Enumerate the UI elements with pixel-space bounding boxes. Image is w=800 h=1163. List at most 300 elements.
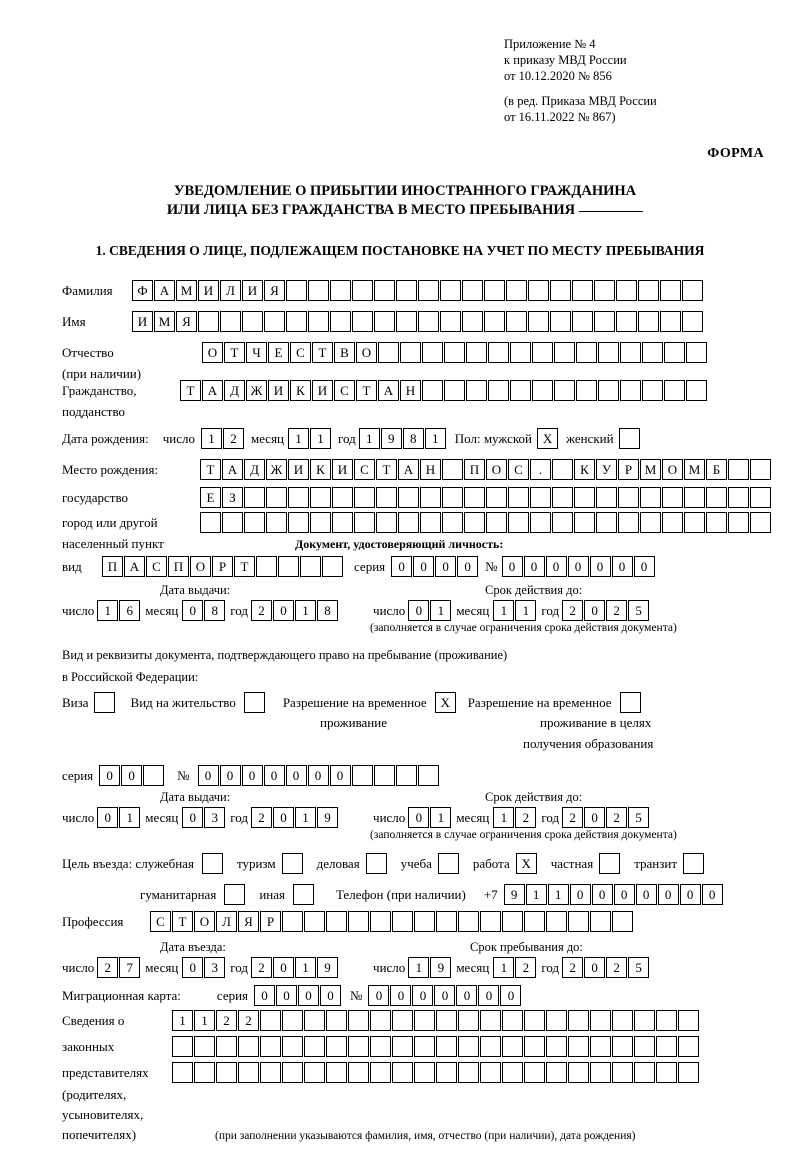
form-cell[interactable] bbox=[484, 311, 505, 332]
purpose-option-checkbox[interactable]: X bbox=[516, 853, 537, 874]
form-cell[interactable]: 0 bbox=[390, 985, 411, 1006]
form-cell[interactable] bbox=[458, 1010, 479, 1031]
form-cell[interactable] bbox=[620, 342, 641, 363]
form-cell[interactable] bbox=[574, 512, 595, 533]
form-cell[interactable]: 0 bbox=[121, 765, 142, 786]
form-cell[interactable]: Я bbox=[264, 280, 285, 301]
form-cell[interactable] bbox=[532, 380, 553, 401]
form-cell[interactable] bbox=[414, 1062, 435, 1083]
form-cell[interactable]: С bbox=[508, 459, 529, 480]
form-cell[interactable] bbox=[634, 1036, 655, 1057]
representatives-input-row3[interactable] bbox=[172, 1062, 700, 1083]
form-cell[interactable] bbox=[612, 911, 633, 932]
form-cell[interactable]: 2 bbox=[606, 807, 627, 828]
form-cell[interactable] bbox=[656, 1062, 677, 1083]
form-cell[interactable] bbox=[264, 311, 285, 332]
form-cell[interactable] bbox=[706, 512, 727, 533]
form-cell[interactable] bbox=[464, 512, 485, 533]
form-cell[interactable] bbox=[286, 280, 307, 301]
form-cell[interactable]: 0 bbox=[584, 957, 605, 978]
form-cell[interactable]: Ж bbox=[246, 380, 267, 401]
form-cell[interactable]: 9 bbox=[381, 428, 402, 449]
form-cell[interactable] bbox=[436, 1036, 457, 1057]
form-cell[interactable]: 1 bbox=[172, 1010, 193, 1031]
form-cell[interactable] bbox=[466, 342, 487, 363]
form-cell[interactable] bbox=[662, 512, 683, 533]
form-cell[interactable]: А bbox=[154, 280, 175, 301]
form-cell[interactable] bbox=[436, 1062, 457, 1083]
form-cell[interactable]: О bbox=[356, 342, 377, 363]
form-cell[interactable] bbox=[282, 911, 303, 932]
form-cell[interactable]: 1 bbox=[430, 600, 451, 621]
permit-issue-year-input[interactable] bbox=[251, 807, 339, 828]
form-cell[interactable] bbox=[354, 512, 375, 533]
form-cell[interactable] bbox=[664, 380, 685, 401]
sex-female-checkbox[interactable] bbox=[619, 428, 640, 449]
form-cell[interactable]: 0 bbox=[612, 556, 633, 577]
form-cell[interactable]: 1 bbox=[97, 600, 118, 621]
migration-number-input[interactable] bbox=[368, 985, 522, 1006]
form-cell[interactable]: 0 bbox=[524, 556, 545, 577]
form-cell[interactable] bbox=[568, 1010, 589, 1031]
migration-series-input[interactable] bbox=[254, 985, 342, 1006]
form-cell[interactable]: М bbox=[684, 459, 705, 480]
form-cell[interactable] bbox=[620, 380, 641, 401]
form-cell[interactable] bbox=[576, 380, 597, 401]
form-cell[interactable] bbox=[396, 280, 417, 301]
form-cell[interactable]: 1 bbox=[548, 884, 569, 905]
form-cell[interactable]: 0 bbox=[435, 556, 456, 577]
form-cell[interactable]: 2 bbox=[216, 1010, 237, 1031]
form-cell[interactable] bbox=[464, 487, 485, 508]
form-cell[interactable] bbox=[682, 280, 703, 301]
form-cell[interactable]: 5 bbox=[628, 600, 649, 621]
form-cell[interactable]: Т bbox=[376, 459, 397, 480]
form-cell[interactable]: Л bbox=[220, 280, 241, 301]
form-cell[interactable] bbox=[304, 1062, 325, 1083]
form-cell[interactable]: И bbox=[198, 280, 219, 301]
form-cell[interactable] bbox=[612, 1036, 633, 1057]
form-cell[interactable] bbox=[502, 911, 523, 932]
citizenship-input[interactable] bbox=[180, 380, 708, 401]
form-cell[interactable] bbox=[480, 1010, 501, 1031]
form-cell[interactable] bbox=[172, 1062, 193, 1083]
form-cell[interactable]: 1 bbox=[288, 428, 309, 449]
form-cell[interactable] bbox=[420, 512, 441, 533]
form-cell[interactable] bbox=[554, 342, 575, 363]
permit-series-input[interactable] bbox=[99, 765, 165, 786]
form-cell[interactable] bbox=[572, 311, 593, 332]
form-cell[interactable]: 0 bbox=[182, 600, 203, 621]
form-cell[interactable]: 0 bbox=[412, 985, 433, 1006]
form-cell[interactable] bbox=[354, 487, 375, 508]
form-cell[interactable] bbox=[640, 487, 661, 508]
form-cell[interactable] bbox=[326, 1062, 347, 1083]
birthplace-input-row1[interactable] bbox=[200, 459, 772, 480]
purpose-service-checkbox[interactable] bbox=[202, 853, 223, 874]
form-cell[interactable]: 0 bbox=[636, 884, 657, 905]
form-cell[interactable]: 2 bbox=[606, 600, 627, 621]
form-cell[interactable]: 0 bbox=[408, 807, 429, 828]
form-cell[interactable] bbox=[422, 380, 443, 401]
form-cell[interactable] bbox=[376, 487, 397, 508]
form-cell[interactable] bbox=[418, 311, 439, 332]
form-cell[interactable] bbox=[486, 512, 507, 533]
form-cell[interactable] bbox=[398, 512, 419, 533]
form-cell[interactable] bbox=[528, 311, 549, 332]
permit-valid-day-input[interactable] bbox=[408, 807, 452, 828]
form-cell[interactable]: 1 bbox=[493, 600, 514, 621]
form-cell[interactable]: 0 bbox=[478, 985, 499, 1006]
form-cell[interactable]: 9 bbox=[317, 807, 338, 828]
form-cell[interactable]: 2 bbox=[223, 428, 244, 449]
form-cell[interactable]: Т bbox=[312, 342, 333, 363]
visa-checkbox[interactable] bbox=[94, 692, 115, 713]
form-cell[interactable]: 0 bbox=[97, 807, 118, 828]
form-cell[interactable] bbox=[374, 280, 395, 301]
form-cell[interactable]: 0 bbox=[456, 985, 477, 1006]
form-cell[interactable]: И bbox=[242, 280, 263, 301]
form-cell[interactable] bbox=[378, 342, 399, 363]
form-cell[interactable] bbox=[576, 342, 597, 363]
form-cell[interactable] bbox=[396, 311, 417, 332]
form-cell[interactable] bbox=[300, 556, 321, 577]
form-cell[interactable]: 1 bbox=[310, 428, 331, 449]
form-cell[interactable]: К bbox=[310, 459, 331, 480]
form-cell[interactable] bbox=[552, 487, 573, 508]
form-cell[interactable] bbox=[282, 1010, 303, 1031]
form-cell[interactable]: Ж bbox=[266, 459, 287, 480]
purpose-option-checkbox[interactable] bbox=[366, 853, 387, 874]
form-cell[interactable] bbox=[638, 280, 659, 301]
form-cell[interactable]: 9 bbox=[504, 884, 525, 905]
form-cell[interactable] bbox=[392, 1036, 413, 1057]
purpose-option-checkbox[interactable] bbox=[438, 853, 459, 874]
form-cell[interactable]: 0 bbox=[434, 985, 455, 1006]
form-cell[interactable] bbox=[396, 765, 417, 786]
form-cell[interactable] bbox=[304, 1036, 325, 1057]
form-cell[interactable]: 0 bbox=[99, 765, 120, 786]
form-cell[interactable] bbox=[326, 1010, 347, 1031]
form-cell[interactable] bbox=[458, 911, 479, 932]
form-cell[interactable]: О bbox=[194, 911, 215, 932]
form-cell[interactable] bbox=[506, 280, 527, 301]
form-cell[interactable]: 8 bbox=[204, 600, 225, 621]
form-cell[interactable] bbox=[216, 1036, 237, 1057]
form-cell[interactable]: 5 bbox=[628, 957, 649, 978]
form-cell[interactable]: С bbox=[354, 459, 375, 480]
form-cell[interactable]: К bbox=[290, 380, 311, 401]
permit-valid-year-input[interactable] bbox=[562, 807, 650, 828]
identity-issue-month-input[interactable] bbox=[182, 600, 226, 621]
form-cell[interactable]: 0 bbox=[500, 985, 521, 1006]
form-cell[interactable] bbox=[260, 1010, 281, 1031]
form-cell[interactable]: 1 bbox=[425, 428, 446, 449]
form-cell[interactable] bbox=[684, 512, 705, 533]
form-cell[interactable] bbox=[244, 487, 265, 508]
form-cell[interactable] bbox=[418, 765, 439, 786]
form-cell[interactable]: . bbox=[530, 459, 551, 480]
form-cell[interactable] bbox=[326, 1036, 347, 1057]
form-cell[interactable] bbox=[590, 911, 611, 932]
form-cell[interactable] bbox=[568, 1036, 589, 1057]
purpose-humanitarian-checkbox[interactable] bbox=[224, 884, 245, 905]
form-cell[interactable]: 1 bbox=[493, 807, 514, 828]
form-cell[interactable]: Я bbox=[176, 311, 197, 332]
form-cell[interactable] bbox=[634, 1062, 655, 1083]
form-cell[interactable]: 1 bbox=[408, 957, 429, 978]
form-cell[interactable] bbox=[616, 280, 637, 301]
form-cell[interactable] bbox=[590, 1010, 611, 1031]
permit-issue-day-input[interactable] bbox=[97, 807, 141, 828]
form-cell[interactable] bbox=[440, 280, 461, 301]
form-cell[interactable]: М bbox=[154, 311, 175, 332]
form-cell[interactable] bbox=[348, 1010, 369, 1031]
form-cell[interactable]: 1 bbox=[515, 600, 536, 621]
form-cell[interactable] bbox=[238, 1062, 259, 1083]
entry-month-input[interactable] bbox=[182, 957, 226, 978]
form-cell[interactable]: 1 bbox=[201, 428, 222, 449]
form-cell[interactable] bbox=[308, 280, 329, 301]
form-cell[interactable]: 2 bbox=[251, 600, 272, 621]
form-cell[interactable]: 0 bbox=[276, 985, 297, 1006]
form-cell[interactable]: Д bbox=[224, 380, 245, 401]
form-cell[interactable] bbox=[310, 512, 331, 533]
form-cell[interactable] bbox=[442, 487, 463, 508]
form-cell[interactable] bbox=[370, 911, 391, 932]
form-cell[interactable]: 2 bbox=[515, 957, 536, 978]
form-cell[interactable]: 0 bbox=[702, 884, 723, 905]
form-cell[interactable] bbox=[612, 1062, 633, 1083]
form-cell[interactable]: 0 bbox=[182, 807, 203, 828]
form-cell[interactable]: О bbox=[486, 459, 507, 480]
form-cell[interactable]: А bbox=[124, 556, 145, 577]
form-cell[interactable] bbox=[370, 1036, 391, 1057]
phone-input[interactable] bbox=[504, 884, 724, 905]
form-cell[interactable]: Р bbox=[618, 459, 639, 480]
form-cell[interactable]: О bbox=[662, 459, 683, 480]
form-cell[interactable] bbox=[590, 1036, 611, 1057]
form-cell[interactable] bbox=[194, 1062, 215, 1083]
form-cell[interactable]: К bbox=[574, 459, 595, 480]
form-cell[interactable] bbox=[530, 512, 551, 533]
form-cell[interactable]: С bbox=[150, 911, 171, 932]
form-cell[interactable] bbox=[612, 1010, 633, 1031]
form-cell[interactable] bbox=[392, 1062, 413, 1083]
form-cell[interactable]: 0 bbox=[634, 556, 655, 577]
form-cell[interactable]: П bbox=[168, 556, 189, 577]
form-cell[interactable] bbox=[598, 380, 619, 401]
form-cell[interactable]: 2 bbox=[251, 807, 272, 828]
form-cell[interactable] bbox=[462, 311, 483, 332]
form-cell[interactable] bbox=[656, 1010, 677, 1031]
form-cell[interactable] bbox=[510, 380, 531, 401]
form-cell[interactable] bbox=[502, 1036, 523, 1057]
profession-input[interactable] bbox=[150, 911, 634, 932]
form-cell[interactable] bbox=[308, 311, 329, 332]
form-cell[interactable]: С bbox=[290, 342, 311, 363]
form-cell[interactable]: 3 bbox=[204, 957, 225, 978]
form-cell[interactable] bbox=[348, 1036, 369, 1057]
form-cell[interactable] bbox=[550, 311, 571, 332]
form-cell[interactable] bbox=[728, 512, 749, 533]
form-cell[interactable] bbox=[618, 487, 639, 508]
form-cell[interactable] bbox=[546, 1010, 567, 1031]
form-cell[interactable] bbox=[322, 556, 343, 577]
form-cell[interactable]: У bbox=[596, 459, 617, 480]
form-cell[interactable]: О bbox=[202, 342, 223, 363]
form-cell[interactable] bbox=[480, 911, 501, 932]
form-cell[interactable]: П bbox=[102, 556, 123, 577]
form-cell[interactable] bbox=[260, 1062, 281, 1083]
form-cell[interactable] bbox=[442, 512, 463, 533]
form-cell[interactable]: Т bbox=[224, 342, 245, 363]
form-cell[interactable] bbox=[414, 911, 435, 932]
form-cell[interactable] bbox=[418, 280, 439, 301]
form-cell[interactable]: 0 bbox=[568, 556, 589, 577]
form-cell[interactable] bbox=[596, 487, 617, 508]
form-cell[interactable] bbox=[728, 459, 749, 480]
identity-issue-day-input[interactable] bbox=[97, 600, 141, 621]
form-cell[interactable]: 1 bbox=[295, 600, 316, 621]
form-cell[interactable]: Т bbox=[200, 459, 221, 480]
permit-issue-month-input[interactable] bbox=[182, 807, 226, 828]
form-cell[interactable]: 0 bbox=[391, 556, 412, 577]
stay-year-input[interactable] bbox=[562, 957, 650, 978]
form-cell[interactable] bbox=[194, 1036, 215, 1057]
form-cell[interactable] bbox=[750, 512, 771, 533]
form-cell[interactable]: С bbox=[146, 556, 167, 577]
form-cell[interactable] bbox=[598, 342, 619, 363]
form-cell[interactable] bbox=[414, 1036, 435, 1057]
form-cell[interactable] bbox=[480, 1036, 501, 1057]
form-cell[interactable]: 0 bbox=[502, 556, 523, 577]
form-cell[interactable]: 0 bbox=[680, 884, 701, 905]
form-cell[interactable]: 0 bbox=[273, 600, 294, 621]
sex-male-checkbox[interactable]: X bbox=[537, 428, 558, 449]
form-cell[interactable]: 5 bbox=[628, 807, 649, 828]
form-cell[interactable] bbox=[552, 512, 573, 533]
form-cell[interactable] bbox=[574, 487, 595, 508]
form-cell[interactable] bbox=[220, 311, 241, 332]
form-cell[interactable] bbox=[684, 487, 705, 508]
form-cell[interactable] bbox=[488, 380, 509, 401]
surname-input[interactable] bbox=[132, 280, 704, 301]
form-cell[interactable]: И bbox=[332, 459, 353, 480]
form-cell[interactable]: 9 bbox=[317, 957, 338, 978]
form-cell[interactable] bbox=[374, 311, 395, 332]
form-cell[interactable] bbox=[530, 487, 551, 508]
form-cell[interactable]: 0 bbox=[264, 765, 285, 786]
form-cell[interactable] bbox=[422, 342, 443, 363]
form-cell[interactable] bbox=[594, 280, 615, 301]
form-cell[interactable] bbox=[458, 1062, 479, 1083]
form-cell[interactable] bbox=[332, 512, 353, 533]
form-cell[interactable]: 9 bbox=[430, 957, 451, 978]
form-cell[interactable] bbox=[348, 1062, 369, 1083]
form-cell[interactable] bbox=[510, 342, 531, 363]
form-cell[interactable]: 0 bbox=[413, 556, 434, 577]
form-cell[interactable] bbox=[242, 311, 263, 332]
form-cell[interactable] bbox=[376, 512, 397, 533]
form-cell[interactable] bbox=[484, 280, 505, 301]
birth-month-input[interactable] bbox=[288, 428, 332, 449]
form-cell[interactable] bbox=[444, 380, 465, 401]
form-cell[interactable]: 0 bbox=[286, 765, 307, 786]
form-cell[interactable] bbox=[572, 280, 593, 301]
form-cell[interactable] bbox=[750, 487, 771, 508]
form-cell[interactable] bbox=[352, 765, 373, 786]
form-cell[interactable] bbox=[352, 311, 373, 332]
form-cell[interactable] bbox=[678, 1036, 699, 1057]
form-cell[interactable]: 0 bbox=[298, 985, 319, 1006]
form-cell[interactable]: П bbox=[464, 459, 485, 480]
form-cell[interactable] bbox=[278, 556, 299, 577]
form-cell[interactable]: 2 bbox=[238, 1010, 259, 1031]
form-cell[interactable]: Я bbox=[238, 911, 259, 932]
form-cell[interactable] bbox=[400, 342, 421, 363]
form-cell[interactable] bbox=[304, 911, 325, 932]
form-cell[interactable]: Н bbox=[400, 380, 421, 401]
form-cell[interactable] bbox=[444, 342, 465, 363]
form-cell[interactable]: 0 bbox=[592, 884, 613, 905]
form-cell[interactable] bbox=[288, 487, 309, 508]
form-cell[interactable] bbox=[222, 512, 243, 533]
form-cell[interactable] bbox=[546, 1036, 567, 1057]
entry-year-input[interactable] bbox=[251, 957, 339, 978]
form-cell[interactable] bbox=[286, 311, 307, 332]
form-cell[interactable]: 2 bbox=[251, 957, 272, 978]
form-cell[interactable] bbox=[370, 1010, 391, 1031]
form-cell[interactable]: 7 bbox=[119, 957, 140, 978]
form-cell[interactable] bbox=[216, 1062, 237, 1083]
purpose-option-checkbox[interactable] bbox=[282, 853, 303, 874]
form-cell[interactable] bbox=[256, 556, 277, 577]
form-cell[interactable] bbox=[640, 512, 661, 533]
identity-kind-input[interactable] bbox=[102, 556, 344, 577]
form-cell[interactable] bbox=[282, 1036, 303, 1057]
form-cell[interactable]: 0 bbox=[368, 985, 389, 1006]
stay-month-input[interactable] bbox=[493, 957, 537, 978]
name-input[interactable] bbox=[132, 311, 704, 332]
identity-valid-month-input[interactable] bbox=[493, 600, 537, 621]
form-cell[interactable] bbox=[552, 459, 573, 480]
form-cell[interactable]: 0 bbox=[584, 807, 605, 828]
form-cell[interactable]: 1 bbox=[119, 807, 140, 828]
form-cell[interactable] bbox=[506, 311, 527, 332]
form-cell[interactable]: 1 bbox=[526, 884, 547, 905]
edu-residence-checkbox[interactable] bbox=[620, 692, 641, 713]
stay-day-input[interactable] bbox=[408, 957, 452, 978]
form-cell[interactable] bbox=[568, 911, 589, 932]
form-cell[interactable] bbox=[458, 1036, 479, 1057]
form-cell[interactable] bbox=[678, 1010, 699, 1031]
residence-checkbox[interactable] bbox=[244, 692, 265, 713]
form-cell[interactable] bbox=[200, 512, 221, 533]
form-cell[interactable]: 1 bbox=[493, 957, 514, 978]
purpose-option-checkbox[interactable] bbox=[599, 853, 620, 874]
form-cell[interactable] bbox=[466, 380, 487, 401]
form-cell[interactable] bbox=[750, 459, 771, 480]
form-cell[interactable] bbox=[524, 1010, 545, 1031]
form-cell[interactable]: 0 bbox=[242, 765, 263, 786]
form-cell[interactable] bbox=[172, 1036, 193, 1057]
form-cell[interactable] bbox=[436, 1010, 457, 1031]
form-cell[interactable] bbox=[392, 1010, 413, 1031]
form-cell[interactable] bbox=[414, 1010, 435, 1031]
form-cell[interactable] bbox=[330, 280, 351, 301]
form-cell[interactable] bbox=[686, 380, 707, 401]
